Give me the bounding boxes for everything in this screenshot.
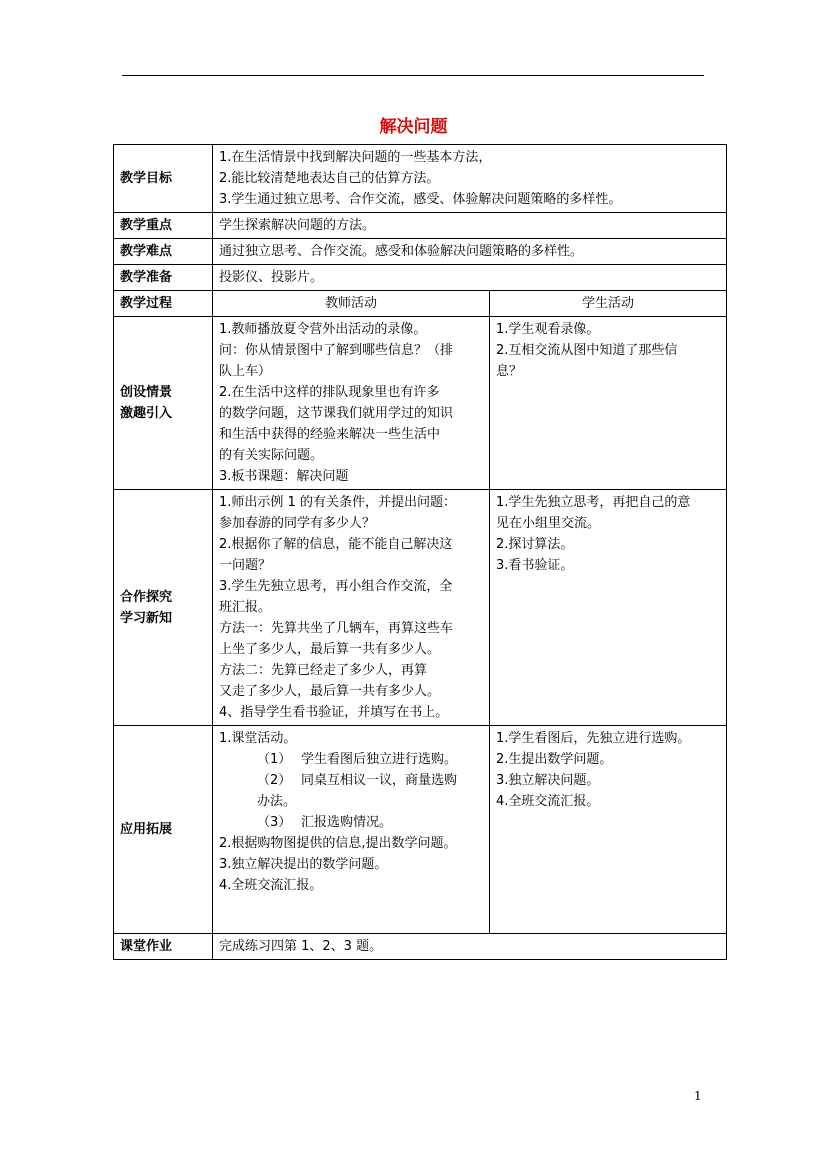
explore-teacher-line: 4、指导学生看书验证，并填写在书上。 <box>219 705 449 720</box>
explore-label-line: 学习新知 <box>120 610 173 626</box>
intro-teacher <box>213 317 490 490</box>
explore-student-line: 见在小组里交流。 <box>496 516 601 531</box>
page-number: 1 <box>694 1089 702 1103</box>
apply-teacher-line: 3.独立解决提出的数学问题。 <box>219 857 388 872</box>
apply-student-line: 2.生提出数学问题。 <box>496 752 613 767</box>
row-homework <box>114 934 727 960</box>
teacher-activity-header: 教师活动 <box>213 291 490 317</box>
homework-label: 课堂作业 <box>114 934 213 960</box>
apply-sub-item-continuation: 办法。 <box>257 794 297 809</box>
difficulties-label: 教学难点 <box>114 239 213 265</box>
difficulties-content: 通过独立思考、合作交流。感受和体验解决问题策略的多样性。 <box>213 239 727 265</box>
apply-student-line: 1.学生看图后，先独立进行选购。 <box>496 731 691 746</box>
goal-line: 3.学生通过独立思考、合作交流，感受、体验解决问题策略的多样性。 <box>219 192 622 207</box>
intro-label-line: 激趣引入 <box>120 406 173 421</box>
intro-teacher-line: 1.教师播放夏令营外出活动的录像。 <box>219 322 427 337</box>
intro-student-line: 1.学生观看录像。 <box>496 322 600 337</box>
document-title: 解决问题 <box>379 117 448 137</box>
sub-item-text: 学生看图后独立进行选购。 <box>301 752 458 767</box>
explore-teacher-line: 方法一：先算共坐了几辆车，再算这些车 <box>219 621 454 636</box>
explore-teacher-line: 2.根据你了解的信息，能不能自己解决这 <box>219 537 453 552</box>
sub-item-text: 汇报选购情况。 <box>301 815 393 830</box>
goal-line: 2.能比较清楚地表达自己的估算方法。 <box>219 171 440 186</box>
apply-student-line: 4.全班交流汇报。 <box>496 794 600 809</box>
row-difficulties <box>114 239 727 265</box>
process-label: 教学过程 <box>114 291 213 317</box>
intro-student-line: 2.互相交流从图中知道了那些信 <box>496 343 678 358</box>
explore-label <box>114 490 213 726</box>
sub-item-number: （3） <box>257 815 292 830</box>
sub-item-number: （2） <box>257 773 292 788</box>
row-goals <box>114 145 727 213</box>
explore-student-line: 3.看书验证。 <box>496 558 574 573</box>
homework-content: 完成练习四第 1、2、3 题。 <box>213 934 727 960</box>
apply-student-line: 3.独立解决问题。 <box>496 773 600 788</box>
intro-teacher-line: 队上车） <box>219 364 272 379</box>
apply-teacher-line: 4.全班交流汇报。 <box>219 878 323 893</box>
explore-teacher-line: 参加春游的同学有多少人？ <box>219 516 376 531</box>
intro-teacher-line: 3.板书课题：解决问题 <box>219 469 349 484</box>
apply-sub-item <box>219 770 483 791</box>
intro-teacher-line: 2.在生活中这样的排队现象里也有许多 <box>219 385 440 400</box>
apply-student <box>490 726 727 934</box>
explore-teacher-line: 一问题？ <box>219 558 272 573</box>
key-points-content: 学生探索解决问题的方法。 <box>213 213 727 239</box>
apply-label: 应用拓展 <box>114 726 213 934</box>
intro-student <box>490 317 727 490</box>
goal-line: 1.在生活情景中找到解决问题的一些基本方法， <box>219 150 492 165</box>
student-activity-header: 学生活动 <box>490 291 727 317</box>
explore-student-line: 1.学生先独立思考，再把自己的意 <box>496 495 691 510</box>
explore-teacher-line: 班汇报。 <box>219 600 272 615</box>
apply-teacher <box>213 726 490 934</box>
intro-label-line: 创设情景 <box>120 385 173 400</box>
apply-sub-item <box>219 749 483 770</box>
row-intro <box>114 317 727 490</box>
explore-teacher-line: 上坐了多少人，最后算一共有多少人。 <box>219 642 441 657</box>
intro-label <box>114 317 213 490</box>
row-apply <box>114 726 727 934</box>
preparation-label: 教学准备 <box>114 265 213 291</box>
apply-sub-item <box>219 812 483 833</box>
sub-item-number: （1） <box>257 752 292 767</box>
explore-label-line: 合作探究 <box>120 589 173 605</box>
intro-teacher-line: 和生活中获得的经验来解决一些生活中 <box>219 427 441 442</box>
header-rule <box>122 75 704 76</box>
intro-student-line: 息？ <box>496 364 523 379</box>
goals-label: 教学目标 <box>114 145 213 213</box>
explore-teacher-line: 3.学生先独立思考，再小组合作交流，全 <box>219 579 453 594</box>
explore-teacher-line: 方法二：先算已经走了多少人，再算 <box>219 663 428 678</box>
intro-teacher-line: 的数学问题，这节课我们就用学过的知识 <box>219 406 454 421</box>
intro-teacher-line: 问：你从情景图中了解到哪些信息？（排 <box>219 343 454 358</box>
explore-teacher-line: 1.师出示例 1 的有关条件，并提出问题： <box>219 495 456 510</box>
row-process-header <box>114 291 727 317</box>
explore-teacher <box>213 490 490 726</box>
row-explore <box>114 490 727 726</box>
explore-student-line: 2.探讨算法。 <box>496 537 574 552</box>
explore-teacher-line: 又走了多少人，最后算一共有多少人。 <box>219 684 441 699</box>
explore-student <box>490 490 727 726</box>
sub-item-text: 同桌互相议一议，商量选购 <box>301 773 458 788</box>
lesson-plan-table <box>113 144 727 960</box>
intro-teacher-line: 的有关实际问题。 <box>219 448 324 463</box>
apply-teacher-line: 1.课堂活动。 <box>219 731 297 746</box>
key-points-label: 教学重点 <box>114 213 213 239</box>
preparation-content: 投影仪、投影片。 <box>213 265 727 291</box>
apply-teacher-line: 2.根据购物图提供的信息,提出数学问题。 <box>219 836 457 851</box>
goals-content <box>213 145 727 213</box>
row-preparation <box>114 265 727 291</box>
row-key-points <box>114 213 727 239</box>
